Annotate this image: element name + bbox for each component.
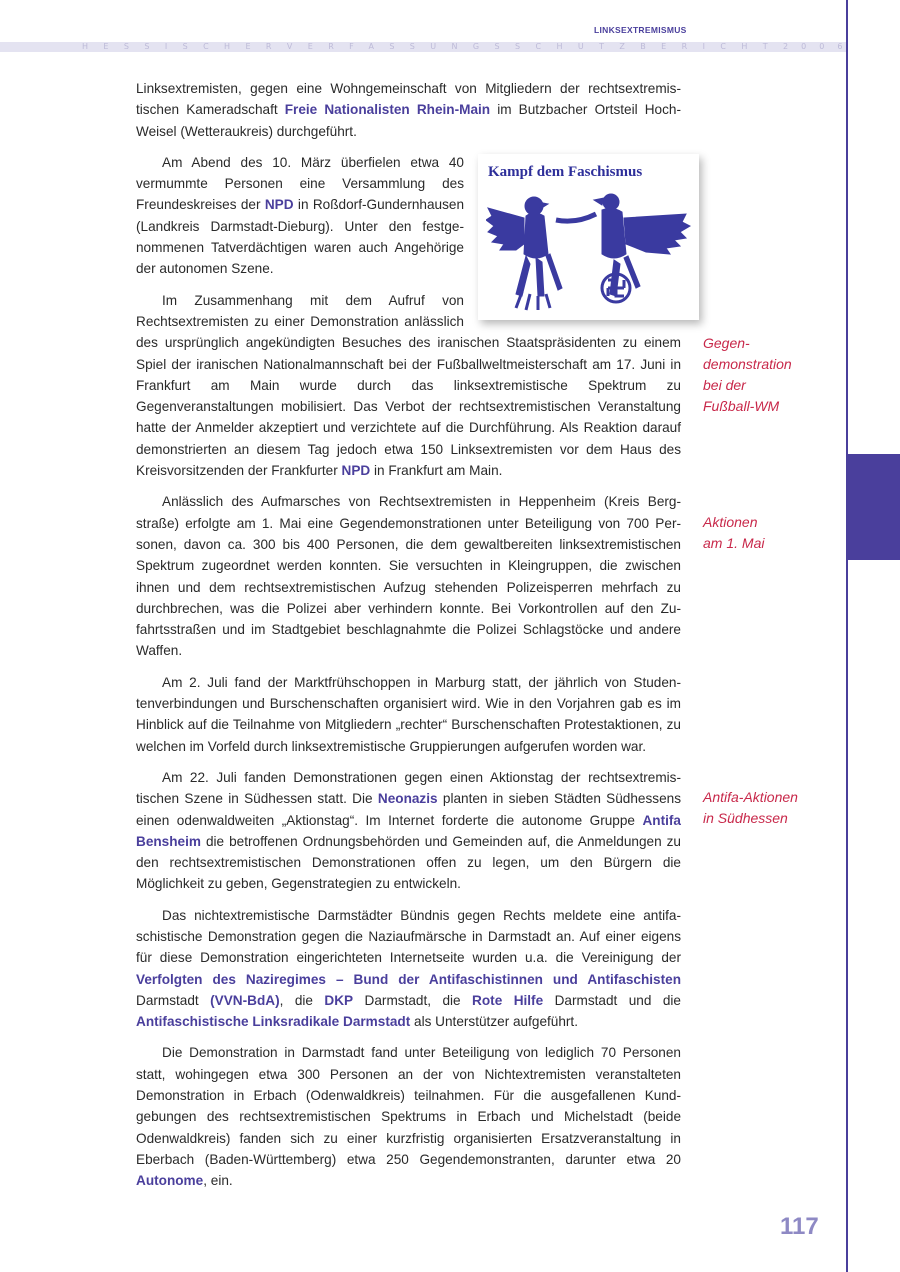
section-label: LINKSEXTREMISMUS [594, 25, 687, 35]
highlighted-term: Freie Nationalisten Rhein-Main [284, 102, 491, 118]
highlighted-term: Rote Hilfe [472, 992, 544, 1008]
highlighted-term: NPD [341, 463, 371, 479]
highlighted-term: Antifaschistische Linksradikale Darmstadt [136, 1014, 411, 1030]
paragraph: Das nichtextremistische Darmstädter Bündnis gegen Rechts meldete eine antifaschistische Demonstration gegen die Naziaufmärsche in Darmstadt an. Auf einer eigens für diese Demonstration eingerichteten Internetseite wurden u.a. die Vereinigung der Verfolgten des Naziregimes – Bund der Antifaschistinnen und Antifaschisten Darmstadt (VVN-BdA), die DKP Darmstadt, die Rote Hilfe Darmstadt und die Antifaschistische Linksradikale Darmstadt als Unterstützer aufgeführt. [136, 907, 681, 1030]
paragraph: Am 22. Juli fanden Demonstrationen gegen einen Aktionstag der rechtsextremistischen Szene in Südhessen statt. Die Neonazis planten in sieben Städten Südhessens einen odenwaldweiten „Aktionstag“. Im Internet forderte die autonome Gruppe Antifa Bensheim die betroffenen Ordnungsbehörden und Gemeinden auf, die Anmeldungen zu den rechtsextremistischen Demonstrationen offen zu legen, um den Bürgern die Möglichkeit zu geben, Gegenstrategien zu entwickeln. [136, 769, 681, 892]
page-edge-rule [846, 0, 848, 1272]
highlighted-term: Verfolgten des Naziregimes – Bund der Antifaschistinnen und Antifaschisten [136, 971, 681, 987]
header-word-1: HESSISCHER [82, 42, 287, 51]
highlighted-term: Neonazis [377, 791, 438, 807]
page-number: 117 [780, 1213, 819, 1240]
paragraph: Linksextremisten, gegen eine Wohngemeinschaft von Mitgliedern der rechtsextremistischen Kameradschaft Freie Nationalisten Rhein-Main im Butzbacher Ortsteil Hoch-Weisel (Wetteraukreis) durchgeführt. [136, 81, 681, 139]
paragraph: Am Abend des 10. März überfielen etwa 40 vermummte Personen eine Versammlung des Freundeskreises der NPD in Roßdorf-Gundernhausen (Landkreis Darmstadt-Dieburg). Unter den festgenommenen Tatverdächtigen waren auch Angehörige der autonomen Szene. [136, 154, 464, 277]
header-word-2: VERFASSUNGSSCHUTZBERICHT [286, 42, 784, 51]
paragraph: Im Zusammenhang mit dem Aufruf von Rechtsextremisten zu einer Demonstration anlässlich des ursprünglich angekündigten Besuches des iranischen Staatspräsidenten zu einem Spiel der iranischen Nationalmannschaft bei der Fußballweltmeisterschaft am 17. Juni in Frankfurt am Main wurde durch das linksextremistische Spektrum zu Gegenveranstaltungen mobilisiert. Das Verbot der rechtsextremistischen Veranstaltung hatte der Anmelder akzeptiert und verzichtete auf die Durchführung. Als Reaktion darauf demonstrierten an diesem Tag jedoch etwa 150 Linksextremisten vor dem Haus des Kreisvorsitzenden der Frankfurter NPD in Frankfurt am Main. [136, 292, 681, 479]
paragraph: Anlässlich des Aufmarsches von Rechtsextremisten in Heppenheim (Kreis Bergstraße) erfolgte am 1. Mai eine Gegendemonstrationen unter Beteiligung von 700 Personen, davon ca. 300 bis 400 Personen, die dem gewaltbereiten linksextremistischen Spektrum zugeordnet werden konnten. Sie versuchten in Kleingruppen, die zwischen ihnen und dem rechtsextremistischen Aufzug stehenden Polizeisperren mehrfach zu durchbrechen, was die Polizei aber verhindern konnte. Bei Vorkontrollen auf den Zufahrtsstraßen und im Stadtgebiet beschlagnahmte die Polizei Schlagstöcke und andere Waffen. [136, 494, 681, 659]
highlighted-term: NPD [264, 197, 294, 213]
figure-caption: Kampf dem Faschismus [488, 163, 643, 180]
highlighted-term: DKP [324, 992, 354, 1008]
header-year: 2006 [783, 42, 856, 51]
highlighted-term: Autonome [136, 1173, 204, 1189]
margin-note-antifa: Antifa-Aktionen in Südhessen [703, 789, 798, 826]
figure-kampf-dem-faschismus [478, 154, 699, 320]
eagle-emblem-icon [486, 184, 691, 316]
margin-note-1-mai: Aktionen am 1. Mai [703, 514, 765, 551]
highlighted-term: Antifa Bensheim [136, 812, 681, 849]
paragraph: Die Demonstration in Darmstadt fand unter Beteiligung von lediglich 70 Personen statt, wohingegen etwa 300 Personen an der von Nichtextremisten veranstalteten Demonstration in Erbach (Odenwaldkreis) teilnahmen. Für die ausgefallenen Kundgebungen des rechtsextremistischen Spektrums in Erbach und Michelstadt (beide Odenwaldkreis) fanden sich zu einer kurzfristig organisierten Ersatzveranstaltung in Eberbach (Baden-Württemberg) etwa 250 Gegendemonstranten, darunter etwa 20 Autonome, ein. [136, 1045, 681, 1189]
body-text [136, 78, 681, 1202]
margin-note-wm: Gegen- demonstration bei der Fußball-WM [703, 335, 792, 414]
paragraph: Am 2. Juli fand der Marktfrühschoppen in Marburg statt, der jährlich von Studentenverbindungen und Burschenschaften organisiert wird. Wie in den Vorjahren gab es im Hinblick auf die Teilnahme von Mitgliedern „rechter“ Burschenschaften Protestaktionen, zu welchen im Vorfeld durch linksextremistische Gruppierungen aufgerufen worden war. [136, 674, 681, 754]
chapter-tab [848, 454, 900, 560]
running-header [82, 42, 856, 52]
highlighted-term: (VVN-BdA) [210, 992, 280, 1008]
